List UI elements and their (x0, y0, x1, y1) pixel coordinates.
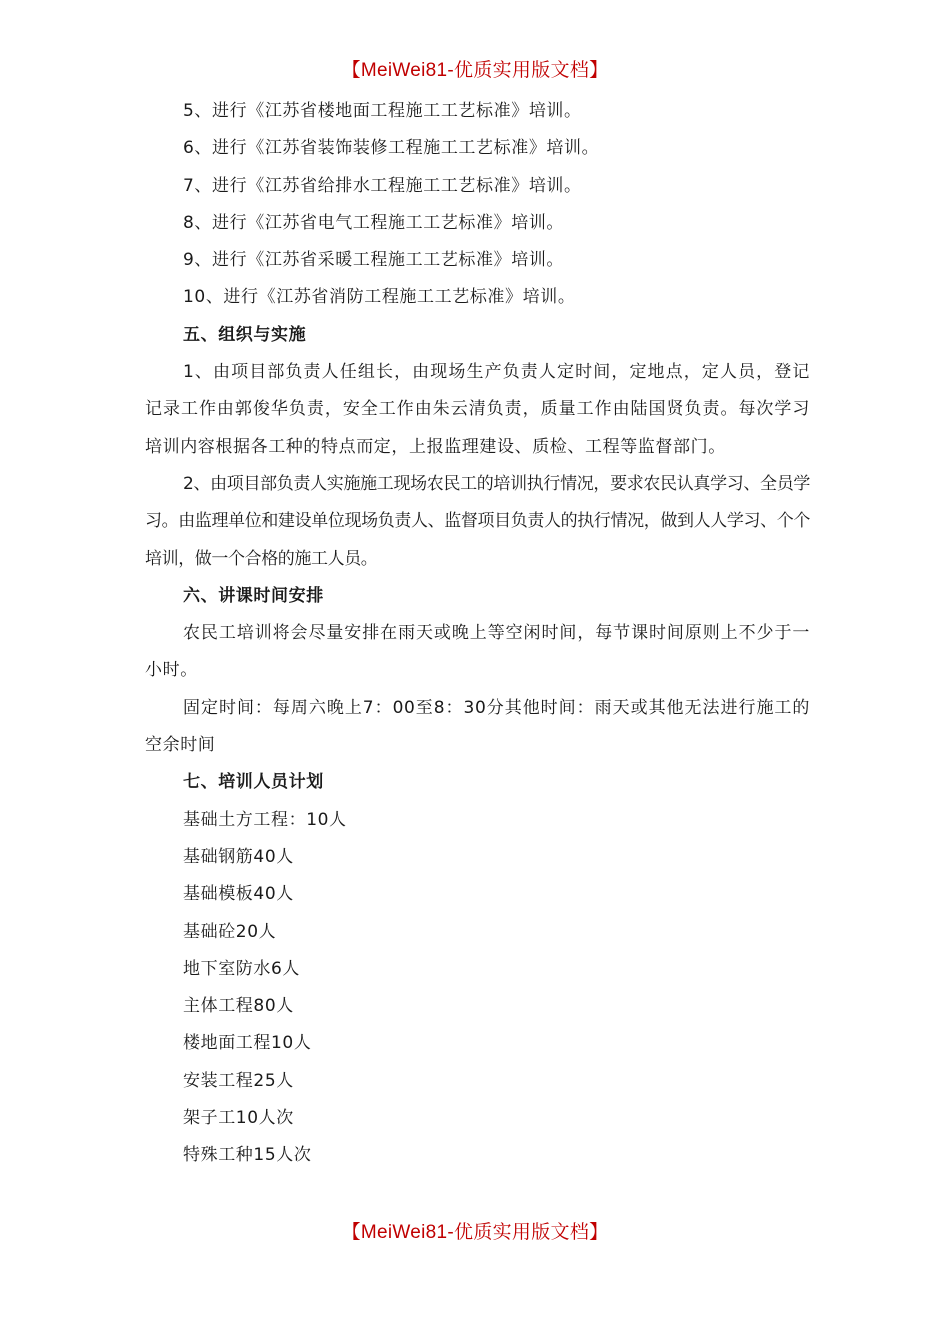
personnel-item: 基础砼20人 (183, 921, 277, 942)
page-header: 【MeiWei81-优质实用版文档】 (341, 60, 609, 81)
personnel-item: 楼地面工程10人 (183, 1033, 312, 1054)
training-item: 7、进行《江苏省给排水工程施工工艺标准》培训。 (183, 175, 582, 196)
personnel-item: 基础模板40人 (183, 884, 294, 905)
personnel-item: 基础土方工程：10人 (183, 809, 347, 830)
training-item: 8、进行《江苏省电气工程施工工艺标准》培训。 (183, 212, 565, 233)
section-heading-schedule: 六、讲课时间安排 (183, 585, 324, 606)
personnel-item: 特殊工种15人次 (183, 1145, 312, 1166)
schedule-paragraph-1: 农民工培训将会尽量安排在雨天或晚上等空闲时间，每节课时间原则上不少于一小时。 (145, 623, 810, 681)
training-item: 9、进行《江苏省采暖工程施工工艺标准》培训。 (183, 250, 565, 271)
personnel-item: 主体工程80人 (183, 996, 294, 1017)
personnel-item: 地下室防水6人 (183, 958, 301, 979)
training-item: 5、进行《江苏省楼地面工程施工工艺标准》培训。 (183, 101, 582, 121)
schedule-paragraph-2: 固定时间：每周六晚上7：00至8：30分其他时间：雨天或其他无法进行施工的空余时间 (145, 697, 810, 756)
training-item: 6、进行《江苏省装饰装修工程施工工艺标准》培训。 (183, 138, 600, 159)
section-heading-organization: 五、组织与实施 (183, 324, 307, 345)
personnel-item: 架子工10人次 (183, 1108, 294, 1129)
section-heading-personnel: 七、培训人员计划 (183, 772, 324, 793)
document-body (145, 93, 810, 1175)
training-item: 10、进行《江苏省消防工程施工工艺标准》培训。 (183, 287, 576, 308)
organization-paragraph-2: 2、由项目部负责人实施施工现场农民工的培训执行情况，要求农民认真学习、全员学习。由监理单位和建设单位现场负责人、监督项目负责人的执行情况，做到人人学习、个个培训，做一个合格的施工人员。 (145, 473, 810, 569)
personnel-item: 基础钢筋40人 (183, 846, 294, 867)
personnel-item: 安装工程25人 (183, 1070, 294, 1091)
organization-paragraph-1: 1、由项目部负责人任组长，由现场生产负责人定时间，定地点，定人员，登记记录工作由郭俊华负责，安全工作由朱云清负责，质量工作由陆国贤负责。每次学习培训内容根据各工种的特点而定，上报监理建设、质检、工程等监督部门。 (145, 362, 810, 457)
page-footer: 【MeiWei81-优质实用版文档】 (341, 1222, 609, 1243)
